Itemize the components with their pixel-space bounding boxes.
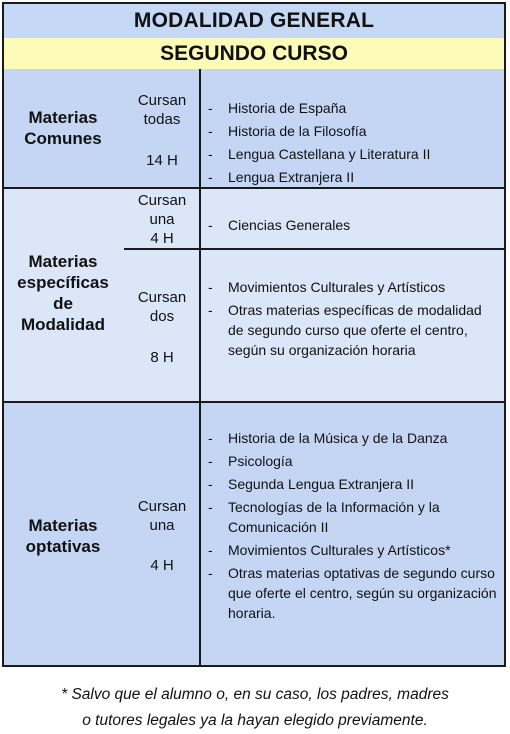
selection-rule	[126, 288, 198, 326]
column-divider	[199, 189, 201, 401]
list-item: - Historia de la Filosofía	[208, 121, 498, 141]
cursan-text: una	[149, 211, 175, 228]
list-item: - Historia de España	[208, 98, 498, 118]
list-item: - Movimientos Culturales y Artísticos	[208, 277, 498, 297]
column-divider	[199, 403, 201, 665]
hours-label: 4 H	[150, 557, 174, 574]
subject-list	[208, 215, 498, 238]
label-line: de	[53, 294, 73, 313]
list-item: - Lengua Castellana y Literatura II	[208, 144, 498, 164]
label-line: Materias	[28, 108, 98, 127]
list-item: - Ciencias Generales	[208, 215, 498, 235]
cursan-text: Cursan	[137, 92, 187, 109]
footnote-line: o tutores legales ya la hayan elegido previamente.	[82, 712, 428, 729]
selection-rule	[126, 91, 198, 129]
label-line: optativas	[25, 537, 101, 556]
table-title: MODALIDAD GENERAL	[4, 4, 504, 40]
list-item: - Otras materias específicas de modalidad de segundo curso que oferte el centro, según su organización horaria	[208, 300, 498, 360]
subject-group-label	[4, 515, 122, 557]
column-divider	[199, 69, 201, 187]
label-line: Modalidad	[20, 315, 106, 334]
footnote-line: * Salvo que el alumno o, en su caso, los padres, madres	[61, 686, 449, 703]
section-materias-especificas	[4, 189, 504, 403]
label-line: Materias	[28, 252, 98, 271]
cursan-text: Cursan	[137, 192, 187, 209]
list-item: - Psicología	[208, 451, 498, 471]
hours-label: 8 H	[150, 349, 174, 366]
cursan-text: todas	[143, 111, 181, 128]
section-materias-comunes	[4, 69, 504, 189]
cursan-text: una	[149, 517, 175, 534]
curriculum-table	[2, 2, 506, 667]
cursan-text: dos	[149, 308, 175, 325]
subject-list	[208, 98, 498, 190]
hours-label: 4 H	[150, 230, 174, 247]
table-subtitle: SEGUNDO CURSO	[4, 38, 504, 71]
cursan-text: Cursan	[137, 289, 187, 306]
subject-group-label	[4, 107, 122, 149]
list-item: - Historia de la Música y de la Danza	[208, 428, 498, 448]
subject-list	[208, 428, 498, 626]
list-item: - Segunda Lengua Extranjera II	[208, 474, 498, 494]
label-line: Materias	[28, 516, 98, 535]
label-line: específicas	[17, 273, 109, 292]
cursan-text: Cursan	[137, 498, 187, 515]
selection-rule	[126, 497, 198, 535]
list-item: - Tecnologías de la Información y la Comunicación II	[208, 497, 498, 537]
footnote	[0, 682, 510, 734]
section-materias-optativas	[4, 403, 504, 665]
selection-rule	[126, 191, 198, 248]
subject-list	[208, 277, 498, 363]
list-item: - Lengua Extranjera II	[208, 167, 498, 187]
row-divider	[124, 248, 504, 250]
subject-group-label	[4, 251, 122, 335]
list-item: - Otras materias optativas de segundo curso que oferte el centro, según su organización horaria.	[208, 563, 498, 623]
hours-label: 14 H	[146, 152, 178, 169]
label-line: Comunes	[24, 129, 102, 148]
list-item: - Movimientos Culturales y Artísticos*	[208, 540, 498, 560]
